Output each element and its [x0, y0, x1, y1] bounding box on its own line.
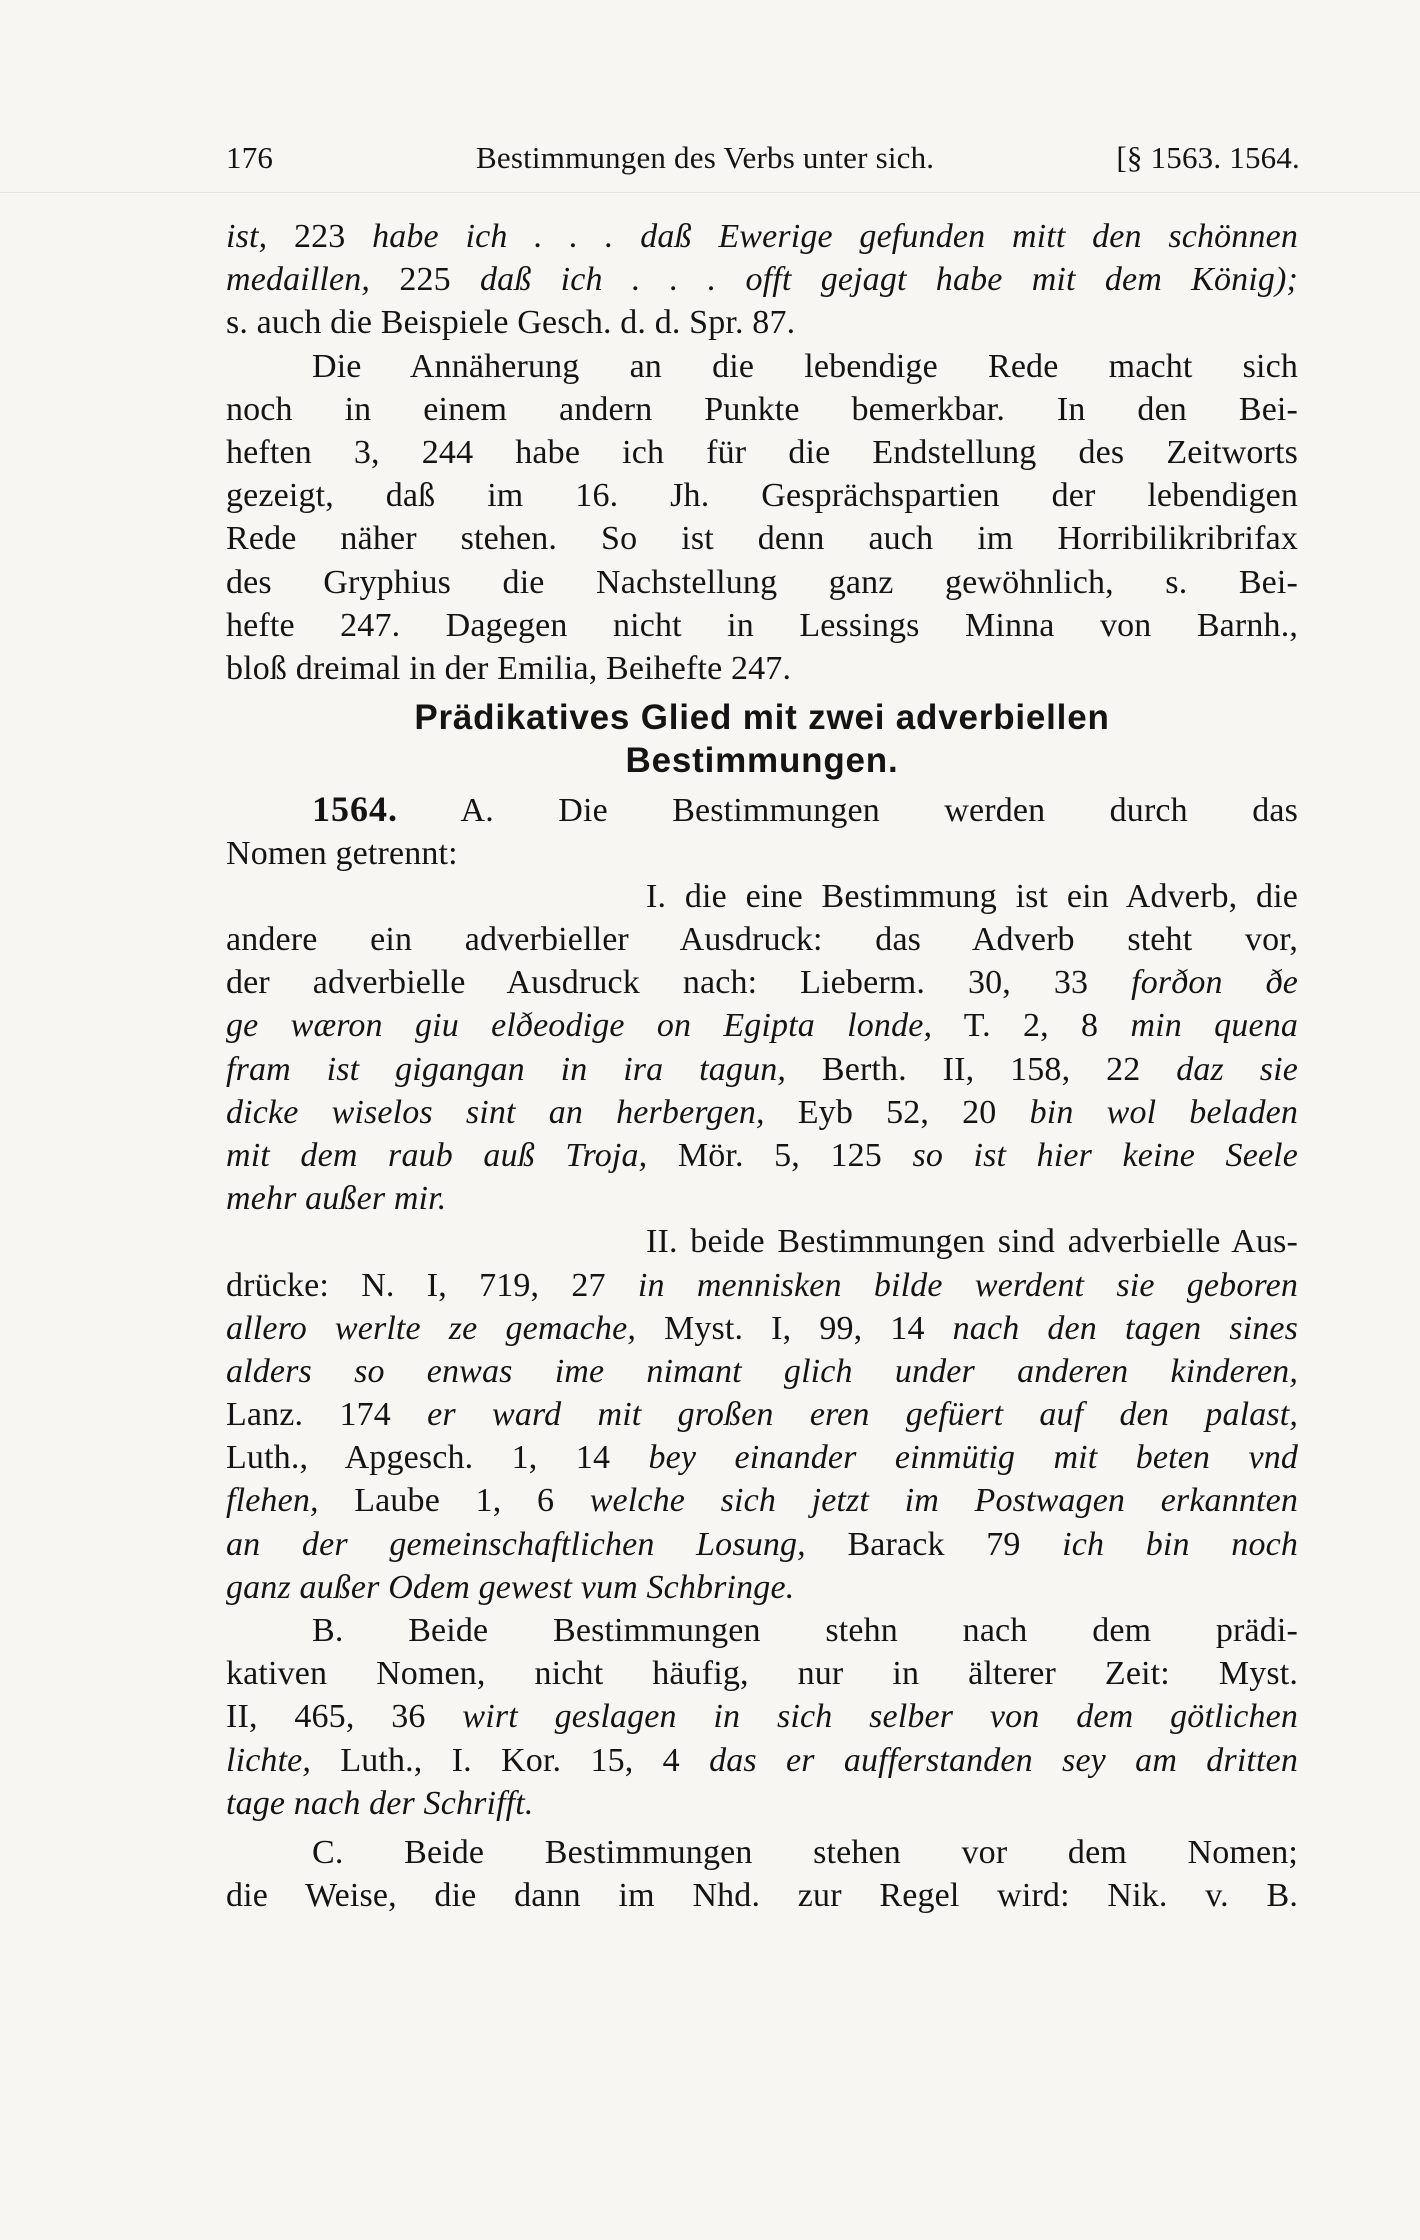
text-line: B. Beide Bestimmungen stehn nach dem prädi-	[312, 1612, 1298, 1649]
body-text	[226, 215, 1298, 1917]
text-line: Die Annäherung an die lebendige Rede macht sich	[312, 347, 1298, 385]
text-line: medaillen, 225 daß ich . . . offt gejagt habe mit dem König);	[226, 261, 1298, 299]
text-line: II, 465, 36 wirt geslagen in sich selber von dem götlichen	[226, 1698, 1299, 1736]
text-line: tage nach der Schrifft.	[226, 1784, 534, 1822]
text-line: mehr außer mir.	[226, 1180, 447, 1218]
text-line: s. auch die Beispiele Gesch. d. d. Spr. 87.	[226, 304, 796, 342]
paragraph-start-line: 1564. A. Die Bestimmungen werden durch das	[312, 789, 1298, 830]
text-line: drücke: N. I, 719, 27 in mennisken bilde werdent sie geboren	[226, 1266, 1298, 1304]
text-line: Rede näher stehen. So ist denn auch im Horribilikribrifax	[226, 520, 1298, 558]
text-line: andere ein adverbieller Ausdruck: das Adverb steht vor,	[226, 921, 1298, 958]
text-line: hefte 247. Dagegen nicht in Lessings Minna von Barnh.,	[226, 606, 1298, 644]
text-line: lichte, Luth., I. Kor. 15, 4 das er aufferstanden sey am dritten	[226, 1741, 1298, 1779]
text-line: alders so enwas ime nimant glich under anderen kinderen,	[226, 1352, 1298, 1390]
paragraph-number: 1564.	[312, 789, 398, 830]
text-line: an der gemeinschaftlichen Losung, Barack 79 ich bin noch	[226, 1525, 1298, 1563]
text-line: fram ist gigangan in ira tagun, Berth. II, 158, 22 daz sie	[226, 1050, 1298, 1088]
text-line: allero werlte ze gemache, Myst. I, 99, 14 nach den tagen sines	[226, 1309, 1299, 1347]
text-line: des Gryphius die Nachstellung ganz gewöhnlich, s. Bei-	[226, 563, 1298, 601]
text-line: mit dem raub auß Troja, Mör. 5, 125 so ist hier keine Seele	[226, 1136, 1299, 1174]
text-line: ge wæron giu elðeodige on Egipta londe, T. 2, 8 min quena	[226, 1007, 1298, 1045]
text-line: Luth., Apgesch. 1, 14 bey einander einmütig mit beten vnd	[226, 1439, 1298, 1477]
text-line: C. Beide Bestimmungen stehen vor dem Nomen;	[312, 1833, 1298, 1871]
text-line: gezeigt, daß im 16. Jh. Gesprächspartien der lebendigen	[226, 477, 1298, 515]
text-line: bloß dreimal in der Emilia, Beihefte 247.	[226, 649, 792, 687]
text-line: heften 3, 244 habe ich für die Endstellung des Zeitworts	[226, 433, 1298, 471]
text-line: die Weise, die dann im Nhd. zur Regel wird: Nik. v. B.	[226, 1877, 1298, 1915]
text-line: ist, 223 habe ich . . . daß Ewerige gefunden mitt den schönnen	[226, 218, 1298, 255]
text-line: der adverbielle Ausdruck nach: Lieberm. 30, 33 forðon ðe	[226, 964, 1298, 1002]
section-reference: [§ 1563. 1564.	[1116, 140, 1300, 175]
text-line: dicke wiselos sint an herbergen, Eyb 52, 20 bin wol beladen	[226, 1093, 1298, 1131]
page-number: 176	[226, 140, 274, 175]
running-title: Bestimmungen des Verbs unter sich.	[476, 140, 935, 175]
text-line: I. die eine Bestimmung ist ein Adverb, die	[646, 877, 1298, 915]
text-line: II. beide Bestimmungen sind adverbielle Aus-	[646, 1223, 1298, 1261]
text-line: Lanz. 174 er ward mit großen eren gefüert auf den palast,	[226, 1396, 1298, 1434]
text-line: ganz außer Odem gewest vum Schbringe.	[226, 1568, 795, 1606]
header-rule	[0, 192, 1420, 193]
text-line: Nomen getrennt:	[226, 834, 458, 872]
text-line: kativen Nomen, nicht häufig, nur in älterer Zeit: Myst.	[226, 1655, 1298, 1693]
text-line: noch in einem andern Punkte bemerkbar. In den Bei-	[226, 390, 1298, 428]
section-heading-line-2: Bestimmungen.	[625, 741, 899, 781]
section-heading-line-1: Prädikatives Glied mit zwei adverbiellen	[414, 698, 1110, 738]
text-line: flehen, Laube 1, 6 welche sich jetzt im Postwagen erkannten	[226, 1482, 1298, 1520]
